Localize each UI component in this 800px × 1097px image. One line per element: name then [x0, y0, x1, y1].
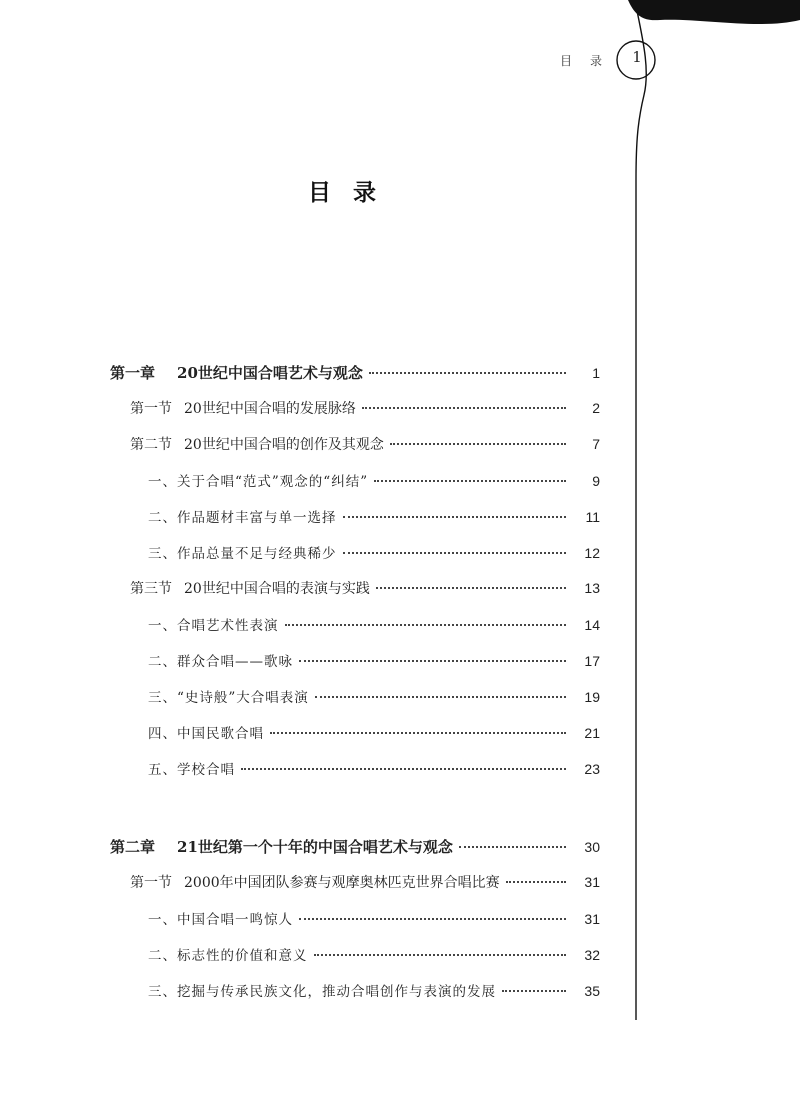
page-ref: 19: [584, 689, 600, 705]
page-ref: 9: [592, 473, 600, 489]
page-title: 目录: [308, 179, 398, 206]
dot-leader: [343, 552, 567, 554]
chapter-title: 21世纪第一个十年的中国合唱艺术与观念: [177, 838, 453, 856]
page-ref: 2: [592, 400, 600, 416]
dot-leader: [374, 480, 566, 482]
toc-item[interactable]: [148, 650, 600, 678]
item-title: 二、作品题材丰富与单一选择: [148, 510, 337, 526]
dot-leader: [506, 881, 566, 883]
toc-section[interactable]: [130, 398, 600, 426]
toc-item[interactable]: [148, 506, 600, 534]
page-ref: 14: [584, 617, 600, 633]
section-number: 第二节: [130, 437, 172, 453]
section-title: 20世纪中国合唱的创作及其观念: [184, 437, 384, 453]
toc-chapter[interactable]: [110, 362, 600, 390]
toc-item[interactable]: [148, 614, 600, 642]
toc-item[interactable]: [148, 944, 600, 972]
item-title: 二、标志性的价值和意义: [148, 948, 308, 964]
toc-section[interactable]: [130, 872, 600, 900]
dot-leader: [285, 624, 567, 626]
dot-leader: [270, 732, 566, 734]
toc-item[interactable]: [148, 758, 600, 786]
item-title: 五、学校合唱: [148, 762, 235, 778]
dot-leader: [241, 768, 566, 770]
dot-leader: [362, 407, 566, 409]
chapter-title: 20世纪中国合唱艺术与观念: [177, 364, 363, 382]
toc-chapter[interactable]: [110, 836, 600, 864]
toc-section[interactable]: [130, 434, 600, 462]
chapter-number: 第二章: [110, 838, 156, 856]
toc-item[interactable]: [148, 470, 600, 498]
page-ref: 13: [584, 580, 600, 596]
dot-leader: [314, 954, 567, 956]
item-title: 三、“史诗般”大合唱表演: [148, 690, 309, 706]
dot-leader: [459, 846, 566, 848]
dot-leader: [502, 990, 566, 992]
toc-item[interactable]: [148, 542, 600, 570]
toc-item[interactable]: [148, 722, 600, 750]
section-title: 20世纪中国合唱的发展脉络: [184, 401, 356, 417]
dot-leader: [315, 696, 566, 698]
page-ref: 31: [584, 874, 600, 890]
toc-section[interactable]: [130, 578, 600, 606]
page-number: 1: [632, 48, 642, 66]
page-ref: 17: [584, 653, 600, 669]
corner-ink-swoosh: [628, 0, 800, 24]
dot-leader: [369, 372, 566, 374]
section-number: 第三节: [130, 581, 172, 597]
page-ref: 23: [584, 761, 600, 777]
vertical-rule: [636, 6, 646, 1020]
page-ref: 32: [584, 947, 600, 963]
page-ref: 12: [584, 545, 600, 561]
item-title: 三、挖掘与传承民族文化，推动合唱创作与表演的发展: [148, 984, 496, 1000]
page-ref: 30: [584, 839, 600, 855]
item-title: 二、群众合唱——歌咏: [148, 654, 293, 670]
chapter-number: 第一章: [110, 364, 156, 382]
dot-leader: [390, 443, 566, 445]
section-title: 20世纪中国合唱的表演与实践: [184, 581, 370, 597]
page-ref: 35: [584, 983, 600, 999]
dot-leader: [299, 918, 566, 920]
page-ref: 1: [592, 365, 600, 381]
item-title: 四、中国民歌合唱: [148, 726, 264, 742]
item-title: 一、关于合唱“范式”观念的“纠结”: [148, 474, 369, 490]
section-title: 2000年中国团队参赛与观摩奥林匹克世界合唱比赛: [184, 875, 500, 891]
item-title: 一、中国合唱一鸣惊人: [148, 912, 293, 928]
toc-item[interactable]: [148, 908, 600, 936]
dot-leader: [376, 587, 566, 589]
toc-item[interactable]: [148, 686, 600, 714]
running-head: 目录: [559, 54, 620, 68]
dot-leader: [343, 516, 567, 518]
page-ref: 21: [584, 725, 600, 741]
item-title: 一、合唱艺术性表演: [148, 618, 279, 634]
page-ref: 31: [584, 911, 600, 927]
dot-leader: [299, 660, 566, 662]
page-ref: 11: [585, 509, 600, 525]
page-ref: 7: [592, 436, 600, 452]
toc-item[interactable]: [148, 980, 600, 1008]
item-title: 三、作品总量不足与经典稀少: [148, 546, 337, 562]
section-number: 第一节: [130, 875, 172, 891]
section-number: 第一节: [130, 401, 172, 417]
